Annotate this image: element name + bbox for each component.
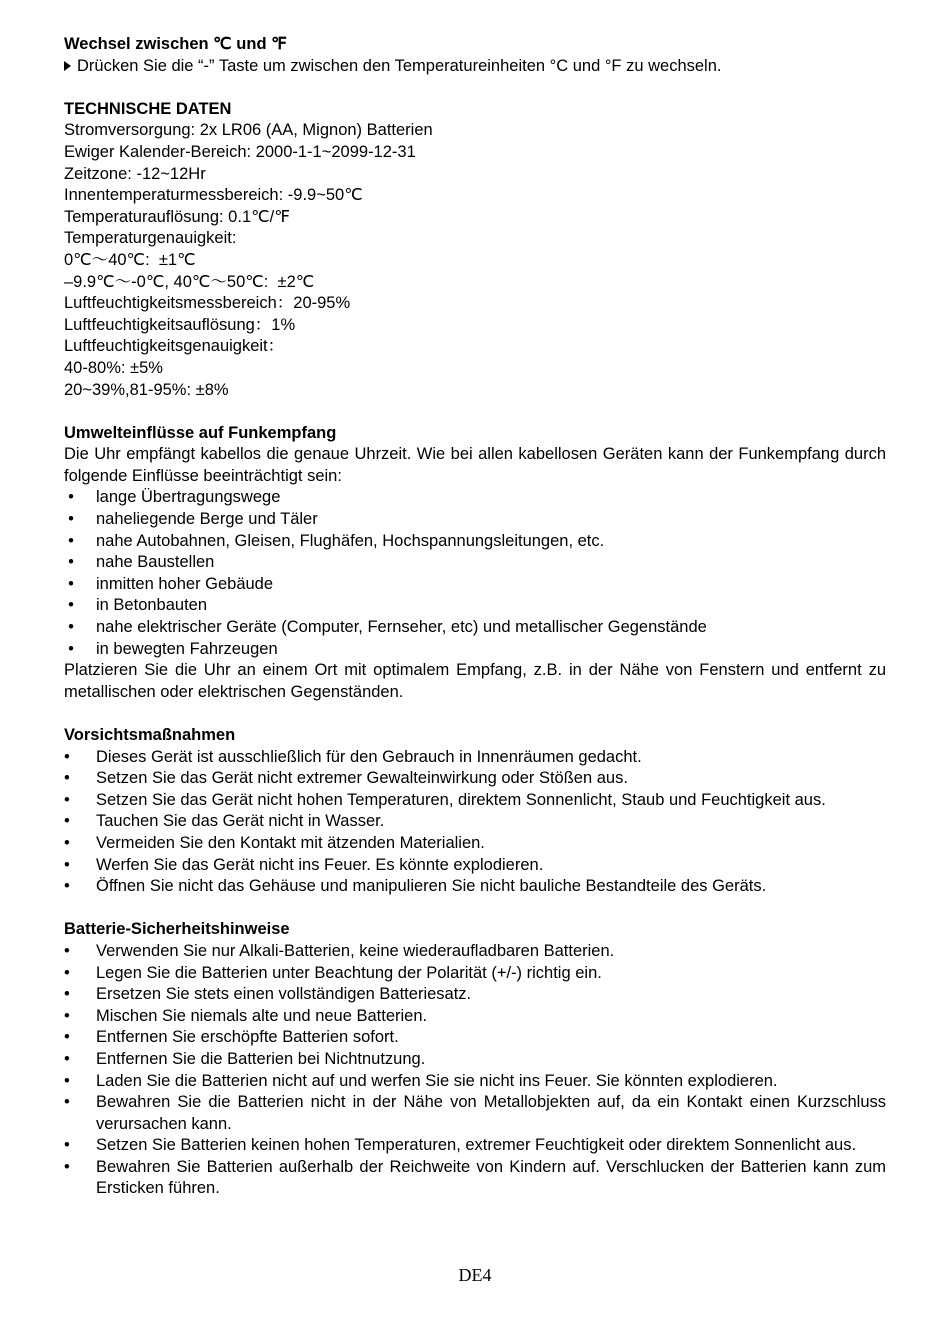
radio-intro: Die Uhr empfängt kabellos die genaue Uhrzeit. Wie bei allen kabellosen Geräten kann der Funkempfang durch folgende Einflüsse beeinträchtigt sein:	[64, 445, 886, 485]
bullet-icon: •	[64, 1006, 70, 1025]
radio-list	[64, 487, 886, 660]
bullet-icon: •	[64, 963, 70, 982]
tech-line: Temperaturauflösung: 0.1℃/℉	[64, 207, 290, 226]
tech-line: Luftfeuchtigkeitsauflösung：1%	[64, 315, 296, 334]
list-item: • Bewahren Sie die Batterien nicht in der Nähe von Metallobjekten auf, da ein Kontakt einen Kurzschluss verursachen kann.	[64, 1093, 886, 1133]
precautions-list	[64, 747, 886, 898]
triangle-right-icon	[64, 61, 71, 71]
list-item: • Vermeiden Sie den Kontakt mit ätzenden Materialien.	[64, 833, 886, 855]
list-item: • nahe elektrischer Geräte (Computer, Fernseher, etc) und metallischer Gegenstände	[64, 617, 886, 639]
temp-switch-text: Drücken Sie die “-” Taste um zwischen den Temperatureinheiten °C und °F zu wechseln.	[77, 56, 722, 75]
radio-heading: Umwelteinflüsse auf Funkempfang	[64, 423, 337, 442]
bullet-icon: •	[64, 833, 70, 852]
battery-heading: Batterie-Sicherheitshinweise	[64, 920, 290, 939]
bullet-icon: •	[64, 1136, 70, 1155]
list-item: • Mischen Sie niemals alte und neue Batterien.	[64, 1006, 886, 1028]
list-item: • Setzen Sie Batterien keinen hohen Temperaturen, extremer Feuchtigkeit oder direktem Sonnenlicht aus.	[64, 1135, 886, 1157]
list-item: • in bewegten Fahrzeugen	[64, 639, 886, 661]
tech-line: 40-80%: ±5%	[64, 358, 163, 377]
bullet-icon: •	[68, 618, 74, 637]
battery-list	[64, 941, 886, 1200]
tech-list	[64, 120, 886, 401]
radio-outro: Platzieren Sie die Uhr an einem Ort mit optimalem Empfang, z.B. in der Nähe von Fenstern und entfernt zu metallischen oder elektrischen Gegenständen.	[64, 661, 886, 701]
bullet-icon: •	[64, 1071, 70, 1090]
bullet-icon: •	[64, 1028, 70, 1047]
bullet-icon: •	[68, 574, 74, 593]
list-item: • Dieses Gerät ist ausschließlich für den Gebrauch in Innenräumen gedacht.	[64, 747, 886, 769]
list-item: • Verwenden Sie nur Alkali-Batterien, keine wiederaufladbaren Batterien.	[64, 941, 886, 963]
bullet-icon: •	[68, 510, 74, 529]
list-item: • Ersetzen Sie stets einen vollständigen Batteriesatz.	[64, 984, 886, 1006]
tech-line: Stromversorgung: 2x LR06 (AA, Mignon) Batterien	[64, 121, 433, 140]
bullet-icon: •	[64, 1157, 70, 1176]
tech-heading: TECHNISCHE DATEN	[64, 99, 232, 118]
precautions-heading: Vorsichtsmaßnahmen	[64, 726, 236, 744]
list-item: • Tauchen Sie das Gerät nicht in Wasser.	[64, 811, 886, 833]
temp-switch-heading: Wechsel zwischen ℃ und ℉	[64, 35, 287, 53]
list-item: • nahe Autobahnen, Gleisen, Flughäfen, Hochspannungsleitungen, etc.	[64, 531, 886, 553]
list-item: • Werfen Sie das Gerät nicht ins Feuer. Es könnte explodieren.	[64, 855, 886, 877]
bullet-icon: •	[64, 769, 70, 788]
tech-line: 0℃～40℃: ±1℃	[64, 250, 196, 269]
bullet-icon: •	[64, 941, 70, 960]
document-page	[64, 34, 886, 1200]
list-item: • Setzen Sie das Gerät nicht extremer Gewalteinwirkung oder Stößen aus.	[64, 768, 886, 790]
list-item: • Laden Sie die Batterien nicht auf und werfen Sie sie nicht ins Feuer. Sie könnten explodieren.	[64, 1071, 886, 1093]
list-item: • Legen Sie die Batterien unter Beachtung der Polarität (+/-) richtig ein.	[64, 963, 886, 985]
bullet-icon: •	[68, 531, 74, 550]
list-item: • Bewahren Sie Batterien außerhalb der Reichweite von Kindern auf. Verschlucken der Batterien kann zum Ersticken führen.	[64, 1157, 886, 1198]
bullet-icon: •	[64, 790, 70, 809]
list-item: • naheliegende Berge und Täler	[64, 509, 886, 531]
list-item: • Setzen Sie das Gerät nicht hohen Temperaturen, direktem Sonnenlicht, Staub und Feuchtigkeit aus.	[64, 790, 886, 812]
bullet-icon: •	[68, 553, 74, 572]
bullet-icon: •	[64, 985, 70, 1004]
tech-line: Temperaturgenauigkeit:	[64, 229, 237, 248]
bullet-icon: •	[68, 488, 74, 507]
tech-line: –9.9℃～-0℃, 40℃～50℃: ±2℃	[64, 272, 315, 291]
bullet-icon: •	[68, 596, 74, 615]
bullet-icon: •	[64, 1049, 70, 1068]
list-item: • in Betonbauten	[64, 595, 886, 617]
tech-line: Innentemperaturmessbereich: -9.9~50℃	[64, 186, 363, 205]
page-number: DE4	[458, 1265, 492, 1285]
tech-line: 20~39%,81-95%: ±8%	[64, 380, 229, 399]
bullet-icon: •	[68, 639, 74, 658]
tech-line: Zeitzone: -12~12Hr	[64, 164, 206, 183]
bullet-icon: •	[64, 855, 70, 874]
bullet-icon: •	[64, 1093, 70, 1112]
bullet-icon: •	[64, 812, 70, 831]
tech-line: Luftfeuchtigkeitsmessbereich：20-95%	[64, 294, 351, 313]
list-item: • lange Übertragungswege	[64, 487, 886, 509]
tech-line: Ewiger Kalender-Bereich: 2000-1-1~2099-12-31	[64, 142, 416, 161]
list-item: • Entfernen Sie die Batterien bei Nichtnutzung.	[64, 1049, 886, 1071]
list-item: • Entfernen Sie erschöpfte Batterien sofort.	[64, 1027, 886, 1049]
bullet-icon: •	[64, 747, 70, 766]
temp-switch-instruction	[64, 56, 886, 78]
list-item: • Öffnen Sie nicht das Gehäuse und manipulieren Sie nicht bauliche Bestandteile des Geräts.	[64, 876, 886, 898]
tech-line: Luftfeuchtigkeitsgenauigkeit：	[64, 337, 285, 356]
list-item: • inmitten hoher Gebäude	[64, 574, 886, 596]
bullet-icon: •	[64, 877, 70, 896]
list-item: • nahe Baustellen	[64, 552, 886, 574]
